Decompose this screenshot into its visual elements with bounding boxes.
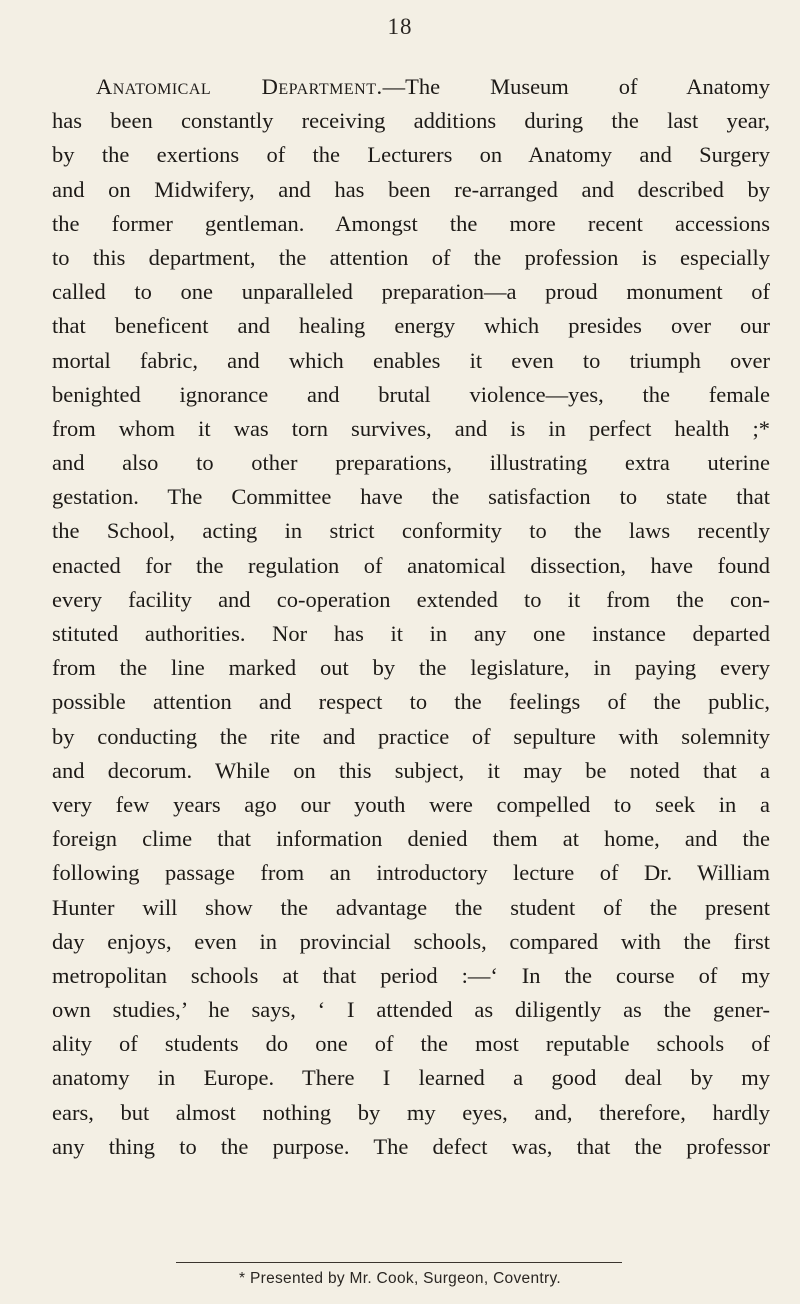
text-line: from the line marked out by the legislature, in paying every xyxy=(52,655,770,681)
body-paragraph xyxy=(52,70,770,1164)
text-line: stituted authorities. Nor has it in any one instance departed xyxy=(52,621,770,646)
text-line: very few years ago our youth were compelled to seek in a xyxy=(52,791,770,817)
text-line: mortal fabric, and which enables it even to triumph over xyxy=(52,347,770,373)
text-line: following passage from an introductory lecture of Dr. William xyxy=(52,860,770,886)
text-line: by conducting the rite and practice of sepulture with solemnity xyxy=(52,723,770,749)
text-line: and on Midwifery, and has been re-arranged and described by xyxy=(52,176,770,202)
text-line: that beneficent and healing energy which presides over our xyxy=(52,313,770,339)
footnote: * Presented by Mr. Cook, Surgeon, Coventry. xyxy=(239,1270,561,1287)
text-line: by the exertions of the Lecturers on Anatomy and Surgery xyxy=(52,142,770,168)
text-line: has been constantly receiving additions during the last year, xyxy=(52,108,770,134)
text-line: ality of students do one of the most reputable schools of xyxy=(52,1031,770,1057)
text-line: ears, but almost nothing by my eyes, and, therefore, hardly xyxy=(52,1099,770,1125)
text-line: possible attention and respect to the feelings of the public, xyxy=(52,689,770,715)
text-line: any thing to the purpose. The defect was, that the professor xyxy=(52,1133,770,1159)
text-line: and also to other preparations, illustrating extra uterine xyxy=(52,450,770,476)
footnote-divider xyxy=(176,1262,622,1263)
text-line: Hunter will show the advantage the student of the present xyxy=(52,894,770,920)
text-line: to this department, the attention of the profession is especially xyxy=(52,244,770,270)
text-line: the School, acting in strict conformity to the laws recently xyxy=(52,518,770,544)
text-line: called to one unparalleled preparation—a proud monument of xyxy=(52,279,770,305)
page-number: 18 xyxy=(387,14,413,39)
text-line: the former gentleman. Amongst the more recent accessions xyxy=(52,210,770,236)
text-line: and decorum. While on this subject, it may be noted that a xyxy=(52,757,770,783)
text-line: gestation. The Committee have the satisfaction to state that xyxy=(52,484,770,510)
text-line xyxy=(52,70,770,104)
text-line: benighted ignorance and brutal violence—yes, the female xyxy=(52,381,770,407)
text-line: day enjoys, even in provincial schools, compared with the first xyxy=(52,928,770,954)
section-heading: Anatomical Department. xyxy=(96,74,383,99)
text-line: anatomy in Europe. There I learned a good deal by my xyxy=(52,1065,770,1091)
text-line: every facility and co-operation extended to it from the con- xyxy=(52,586,770,612)
text-line: own studies,’ he says, ‘ I attended as diligently as the gener- xyxy=(52,997,770,1023)
text-line: foreign clime that information denied them at home, and the xyxy=(52,826,770,852)
text-line-rest: —The Museum of Anatomy xyxy=(382,74,770,99)
text-line: metropolitan schools at that period :—‘ In the course of my xyxy=(52,962,770,988)
text-line: from whom it was torn survives, and is in perfect health ;* xyxy=(52,415,770,441)
text-line: enacted for the regulation of anatomical dissection, have found xyxy=(52,552,770,578)
